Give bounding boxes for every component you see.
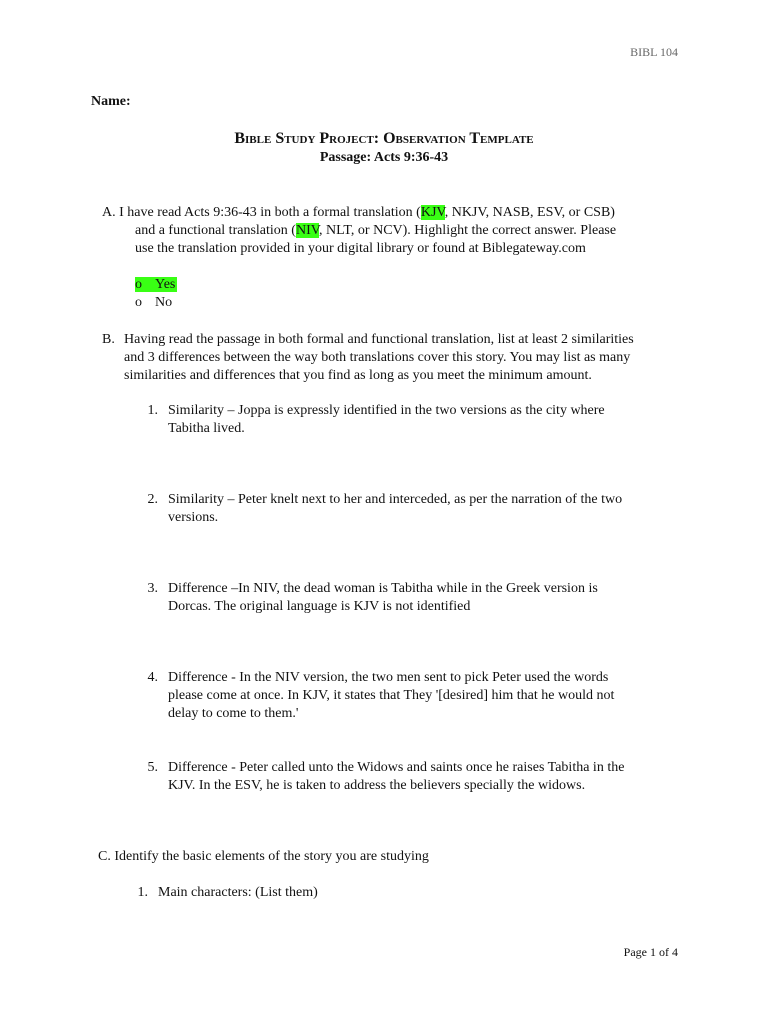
section-b-label: B. (102, 332, 115, 347)
item-line: Tabitha lived. (168, 421, 245, 436)
section-b-text: Having read the passage in both formal and functional translation, list at least 2 similarities (124, 332, 634, 347)
option-no[interactable] (135, 294, 172, 312)
option-no-label: No (155, 295, 173, 310)
item-line: please come at once. In KJV, it states that They '[desired] him that he would not (168, 688, 615, 703)
list-number: 1. (137, 885, 148, 900)
list-number: 4. (147, 670, 158, 685)
bullet-marker: o (135, 295, 142, 310)
section-a-line-2 (135, 222, 616, 240)
kjv-highlight: KJV (420, 205, 445, 220)
page-title: Bible Study Project: Observation Template (234, 130, 534, 147)
option-yes[interactable] (135, 276, 177, 294)
item-line: Difference - In the NIV version, the two men sent to pick Peter used the words (168, 670, 609, 685)
item-line: Dorcas. The original language is KJV is not identified (168, 599, 471, 614)
main-characters-prompt: Main characters: (List them) (158, 885, 318, 900)
item-line: Difference –In NIV, the dead woman is Tabitha while in the Greek version is (168, 581, 598, 596)
niv-highlight: NIV (295, 223, 320, 238)
course-code: BIBL 104 (630, 45, 678, 59)
list-item (136, 402, 605, 438)
item-line: Similarity – Joppa is expressly identified in the two versions as the city where (168, 403, 605, 418)
section-a-label: A. (102, 205, 116, 220)
section-a-text: and a functional translation ( (135, 223, 296, 238)
section-b-line-3: similarities and differences that you find as long as you meet the minimum amount. (124, 368, 592, 383)
item-line: Difference - Peter called unto the Widows and saints once he raises Tabitha in the (168, 760, 625, 775)
section-b-line-2: and 3 differences between the way both translations cover this story. You may list as many (124, 350, 631, 365)
section-a-line-1 (102, 204, 615, 222)
section-a-line-3: use the translation provided in your digital library or found at Biblegateway.com (135, 241, 586, 256)
option-yes-label: Yes (155, 277, 176, 292)
list-number: 1. (147, 403, 158, 418)
list-number: 5. (147, 760, 158, 775)
name-label: Name: (91, 94, 131, 109)
passage-subtitle: Passage: Acts 9:36-43 (319, 150, 449, 165)
list-item (136, 491, 622, 527)
item-line: Similarity – Peter knelt next to her and interceded, as per the narration of the two (168, 492, 623, 507)
list-number: 3. (147, 581, 158, 596)
option-yes-highlight (135, 277, 177, 292)
item-line: KJV. In the ESV, he is taken to address the believers specially the widows. (168, 778, 586, 793)
section-c-text: Identify the basic elements of the story you are studying (114, 849, 429, 864)
section-c-line (98, 848, 429, 866)
page-number: Page 1 of 4 (623, 945, 678, 959)
item-line: delay to come to them.' (168, 706, 299, 721)
list-item (136, 669, 614, 723)
section-a-text: , NLT, or NCV). Highlight the correct answer. Please (319, 223, 617, 238)
list-item (126, 884, 318, 902)
list-item (136, 580, 598, 616)
item-line: versions. (168, 510, 219, 525)
section-a-text: , NKJV, NASB, ESV, or CSB) (444, 205, 615, 220)
list-number: 2. (147, 492, 158, 507)
bullet-marker: o (135, 277, 142, 292)
section-a-text: I have read Acts 9:36-43 in both a formal translation ( (119, 205, 421, 220)
list-item (136, 759, 624, 795)
section-b-line-1 (102, 331, 634, 349)
section-c-label: C. (98, 849, 111, 864)
